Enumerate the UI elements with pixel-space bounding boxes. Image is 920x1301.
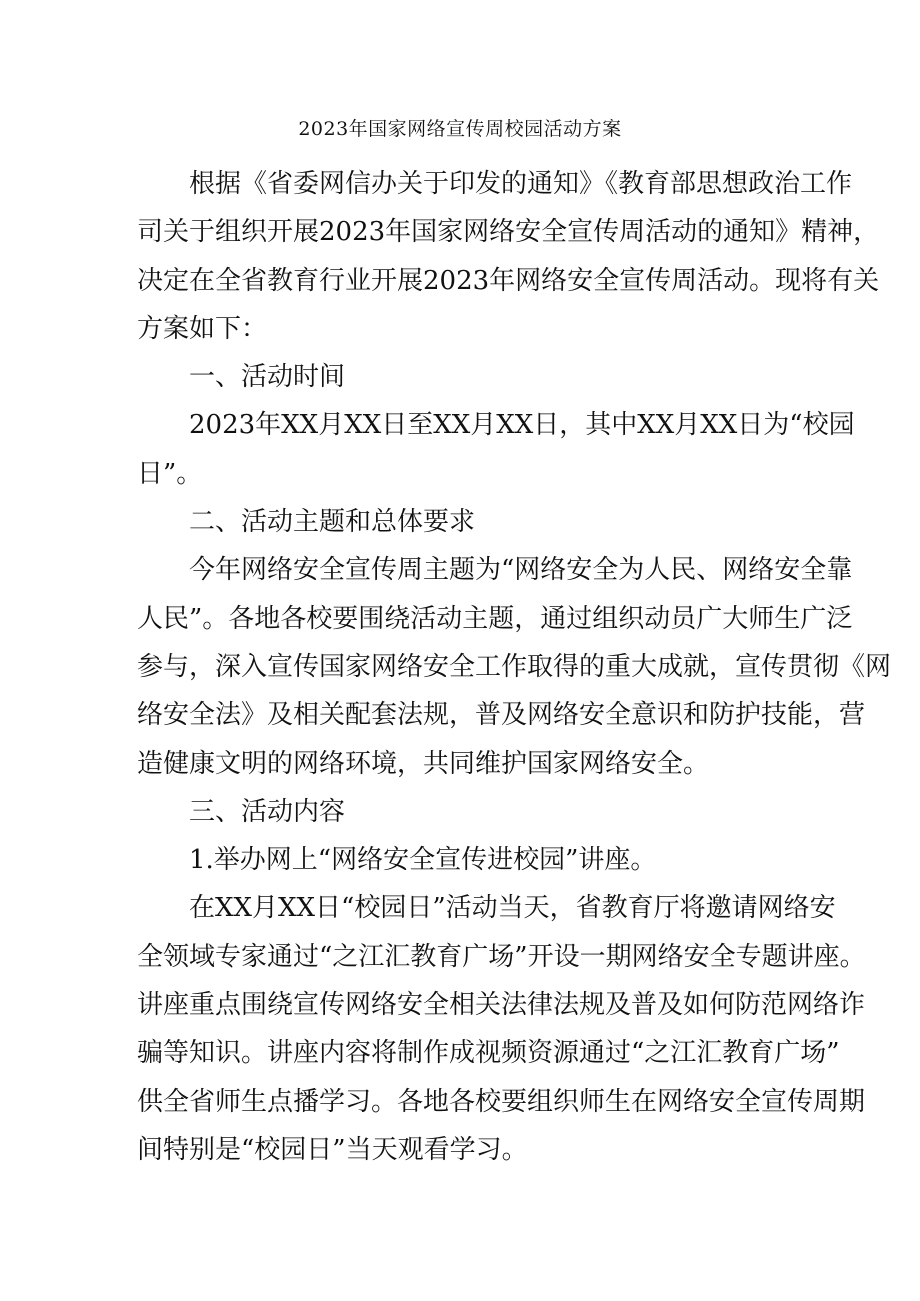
paragraph	[137, 546, 892, 787]
text-line: 日”。	[137, 458, 203, 489]
text-line: 1.举办网上“网络安全宣传进校园”讲座。	[189, 845, 657, 876]
text-line: 人民”。各地各校要围绕活动主题，通过组织动员广大师生广泛	[137, 603, 853, 634]
text-line: 一、活动时间	[189, 362, 346, 393]
text-line: 造健康文明的网络环境，共同维护国家网络安全。	[137, 748, 710, 779]
text-line: 决定在全省教育行业开展2023年网络安全宣传周活动。现将有关	[137, 265, 880, 296]
text-line: 今年网络安全宣传周主题为“网络安全为人民、网络安全靠	[189, 555, 853, 586]
text-line: 供全省师生点播学习。各地各校要组织师生在网络安全宣传周期	[137, 1086, 866, 1117]
text-line: 络安全法》及相关配套法规，普及网络安全意识和防护技能，营	[137, 700, 866, 731]
text-line: 方案如下：	[137, 313, 268, 344]
paragraph	[137, 788, 797, 836]
paragraph	[137, 884, 866, 1174]
document-body	[137, 160, 892, 1174]
paragraph	[137, 836, 797, 884]
paragraph	[137, 353, 797, 401]
text-line: 2023年XX月XX日至XX月XX日，其中XX月XX日为“校园	[189, 410, 855, 441]
text-line: 全领域专家通过“之江汇教育广场”开设一期网络安全专题讲座。	[137, 941, 866, 972]
text-line: 二、活动主题和总体要求	[189, 507, 476, 538]
paragraph	[137, 401, 855, 498]
text-line: 骗等知识。讲座内容将制作成视频资源通过“之江汇教育广场”	[137, 1038, 840, 1069]
paragraph	[137, 498, 797, 546]
text-line: 三、活动内容	[189, 796, 346, 827]
text-line: 参与，深入宣传国家网络安全工作取得的重大成就，宣传贯彻《网	[137, 651, 892, 682]
text-line: 间特别是“校园日”当天观看学习。	[137, 1134, 528, 1165]
text-line: 司关于组织开展2023年国家网络安全宣传周活动的通知》精神，	[137, 217, 880, 248]
paragraph	[137, 160, 880, 353]
text-line: 根据《省委网信办关于印发的通知》《教育部思想政治工作	[189, 169, 853, 199]
document-title: 2023年国家网络宣传周校园活动方案	[298, 118, 622, 140]
text-line: 在XX月XX日“校园日”活动当天，省教育厅将邀请网络安	[189, 893, 836, 924]
text-line: 讲座重点围绕宣传网络安全相关法律法规及普及如何防范网络诈	[137, 990, 866, 1021]
